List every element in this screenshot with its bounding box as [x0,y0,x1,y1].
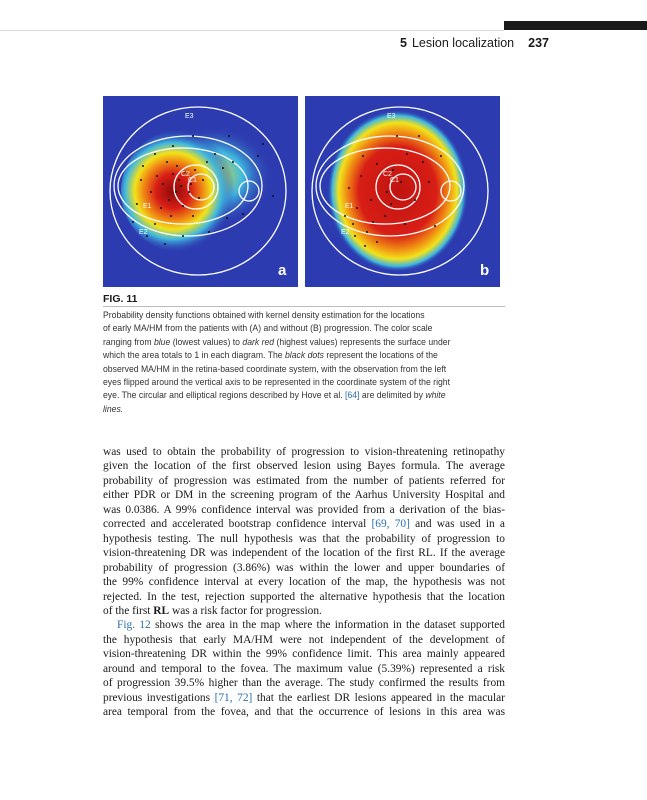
running-header [400,36,549,50]
caption-text: eye. The circular and elliptical regions described by Hove et al. [103,390,346,401]
panel-letter-a: a [278,262,287,279]
body-line: probability of progression (3.86%) was within the lower and upper boundaries of [103,561,505,574]
caption-emphasis: white [425,390,446,401]
body-line: either PDR or DM in the screening program of the Aarhus University Hospital and [103,489,505,502]
figure-caption [103,309,477,416]
figure-rule [103,306,505,307]
body-line: vision-threatening DR within the 99% confidence limit. This area mainly appeared [103,648,505,661]
body-line [103,691,505,705]
body-text-span: that the earliest DR lesions appeared in the macular [252,691,505,704]
body-emphasis: RL [153,604,170,617]
caption-line: observed MA/HM in the retina-based coordinate system, with the observation from the left [103,363,447,374]
citation-link[interactable]: [69, 70] [371,518,410,531]
label-e3: E3 [387,113,396,120]
caption-text: (lowest values) to [170,336,243,347]
page-number: 237 [528,36,549,50]
body-text-span: and was used in a [409,518,505,531]
header-rule [0,30,504,31]
chapter-title: Lesion localization [411,36,515,50]
body-line [103,618,505,632]
caption-line: eyes flipped around the vertical axis to be represented in the coordinate system of the right [103,377,451,388]
body-line [103,517,505,531]
figure-label: FIG. 11 [103,293,138,305]
label-c1: C1 [390,177,399,184]
label-e3: E3 [185,113,194,120]
label-e1: E1 [143,203,152,210]
body-line: the 99% confidence interval at every location of the map, the hypothesis was not [103,576,505,589]
caption-emphasis: lines. [103,403,124,414]
density-region [327,110,468,272]
caption-text: represent the locations of the [323,350,438,361]
figure-panel-a [103,96,298,287]
caption-emphasis: dark red [242,336,275,347]
body-text-span: previous investigations [103,691,215,704]
body-line: of progression 39.5% higher than the average. The study confirmed the results from [103,677,505,690]
body-line: vision-threatening DR was independent of the location of the first RL. If the average [103,547,505,560]
header-bar [504,21,647,30]
body-line: probability of progression was estimated from the number of patients referred for [103,474,505,487]
body-line: was 0.0386. A 99% confidence interval was provided from a derivation of the bias- [103,503,505,516]
panel-letter-b: b [480,262,490,279]
figure-link[interactable]: Fig. 12 [117,619,151,632]
caption-text: (highest values) represents the surface under [274,336,451,347]
figure-panel-b [305,96,500,287]
body-text [103,445,505,720]
body-line: hypothesis testing. The null hypothesis was that the probability of progression to [103,532,505,545]
caption-text: are delimited by [359,390,426,401]
caption-text: which the area totals to 1 in each diagram. The [103,350,286,361]
caption-line [103,336,477,349]
body-line: the hypothesis that early MA/HM were not independent of the development of [103,633,505,646]
body-line: around and temporal to the fovea. The maximum value (5.39%) represented a risk [103,662,505,675]
label-c2: C2 [383,171,392,178]
body-text-span: corrected and accelerated bootstrap confidence interval [103,518,372,531]
label-e2: E2 [139,229,148,236]
caption-line [103,403,477,416]
label-e1: E1 [345,203,354,210]
citation-link[interactable]: [71, 72] [214,691,253,704]
label-c2: C2 [181,171,190,178]
citation-link[interactable]: [64] [345,390,360,401]
body-line [103,604,505,618]
caption-line: Probability density functions obtained with kernel density estimation for the locations [103,310,425,320]
body-line: was used to obtain the probability of progression to vision-threatening retinopathy [103,446,505,458]
body-text-span: shows the area in the map where the information in the dataset supported [150,619,505,632]
caption-line [103,389,477,402]
caption-line: of early MA/HM from the patients with (A) and without (B) progression. The color scale [103,323,433,334]
label-e2: E2 [341,229,350,236]
label-c1: C1 [188,177,197,184]
chapter-number: 5 [400,36,407,50]
body-text-span: of the first [103,604,154,617]
caption-line [103,349,477,362]
body-line: rejected. In the test, rejection supported the alternative hypothesis that the location [103,590,505,603]
body-text-span: was a risk factor for progression. [169,604,322,617]
caption-emphasis: black dots [285,350,324,361]
caption-emphasis: blue [153,336,171,347]
caption-text: ranging from [103,336,154,347]
body-line: area temporal from the fovea, and that the occurrence of lesions in this area was [103,706,505,719]
body-line: given the location of the first observed lesion using Bayes formula. The average [103,460,505,473]
